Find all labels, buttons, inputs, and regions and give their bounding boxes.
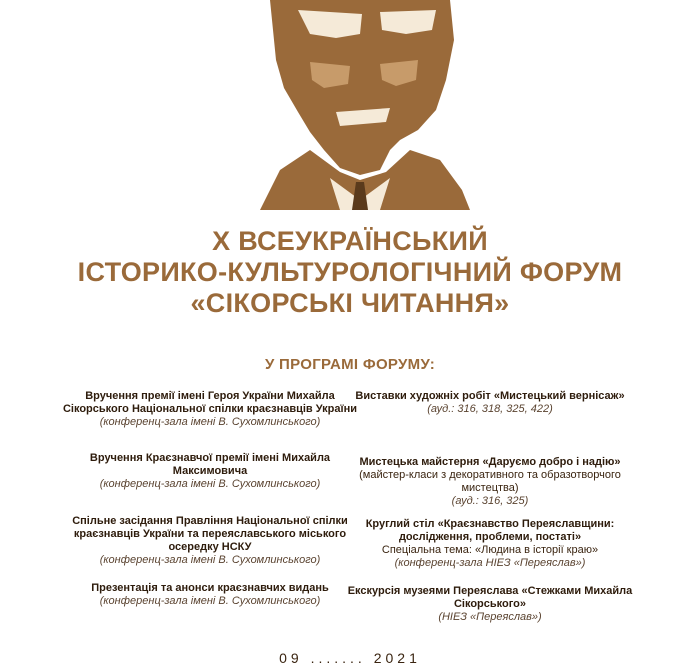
item-title: Вручення премії імені Героя України Михайла Сікорського Національної спілки краєзнавців України (62, 390, 358, 415)
title-line-1: X ВСЕУКРАЇНСЬКИЙ (212, 226, 488, 256)
item-note: (конференц-зала НІЕЗ «Переяслав») (394, 557, 586, 569)
item-title: Спільне засідання Правління Національної спілки краєзнавців України та переяславського міського осередку НСКУ (72, 515, 348, 553)
item-note: (конференц-зала імені В. Сухомлинського) (99, 416, 321, 428)
program-right-column (340, 390, 640, 624)
item-title: Вручення Краєзнавчої премії імені Михайла Максимовича (89, 452, 331, 477)
item-note: (НІЕЗ «Переяслав») (438, 611, 542, 623)
item-note: (конференц-зала імені В. Сухомлинського) (99, 554, 321, 566)
title-line-2: ІСТОРИКО-КУЛЬТУРОЛОГІЧНИЙ ФОРУМ (77, 257, 623, 287)
program-left-column (60, 390, 360, 608)
program-heading: У ПРОГРАМІ ФОРУМУ: (264, 356, 436, 373)
forum-title (0, 226, 700, 319)
program-item (340, 390, 640, 456)
item-title: Екскурсія музеями Переяслава «Стежками Михайла Сікорського» (347, 585, 633, 610)
item-title: Мистецька майстерня «Даруємо добро і надію» (359, 456, 621, 468)
item-note: (конференц-зала імені В. Сухомлинського) (99, 595, 321, 607)
item-title: Виставки художніх робіт «Мистецький вернісаж» (355, 390, 625, 402)
program-item (60, 452, 360, 515)
item-note: (ауд.: 316, 318, 325, 422) (427, 403, 553, 415)
item-title: Круглий стіл «Краєзнавство Переяславщини: дослідження, проблеми, постаті» (365, 518, 615, 543)
program-item (340, 518, 640, 585)
title-line-3: «СІКОРСЬКІ ЧИТАННЯ» (190, 288, 510, 318)
forum-date: 09 ....... 2021 (279, 650, 421, 666)
item-title: Презентація та анонси краєзнавчих видань (91, 582, 329, 594)
item-subtitle: Спеціальна тема: «Людина в історії краю» (381, 544, 599, 556)
program-item (60, 515, 360, 582)
portrait-illustration (240, 0, 480, 210)
program-item (60, 582, 360, 608)
program-item (340, 456, 640, 518)
item-note: (ауд.: 316, 325) (451, 495, 529, 507)
item-note: (конференц-зала імені В. Сухомлинського) (99, 478, 321, 490)
program-item (340, 585, 640, 624)
program-item (60, 390, 360, 452)
item-subtitle: (майстер-класи з декоративного та образотворчого мистецтва) (359, 469, 621, 494)
